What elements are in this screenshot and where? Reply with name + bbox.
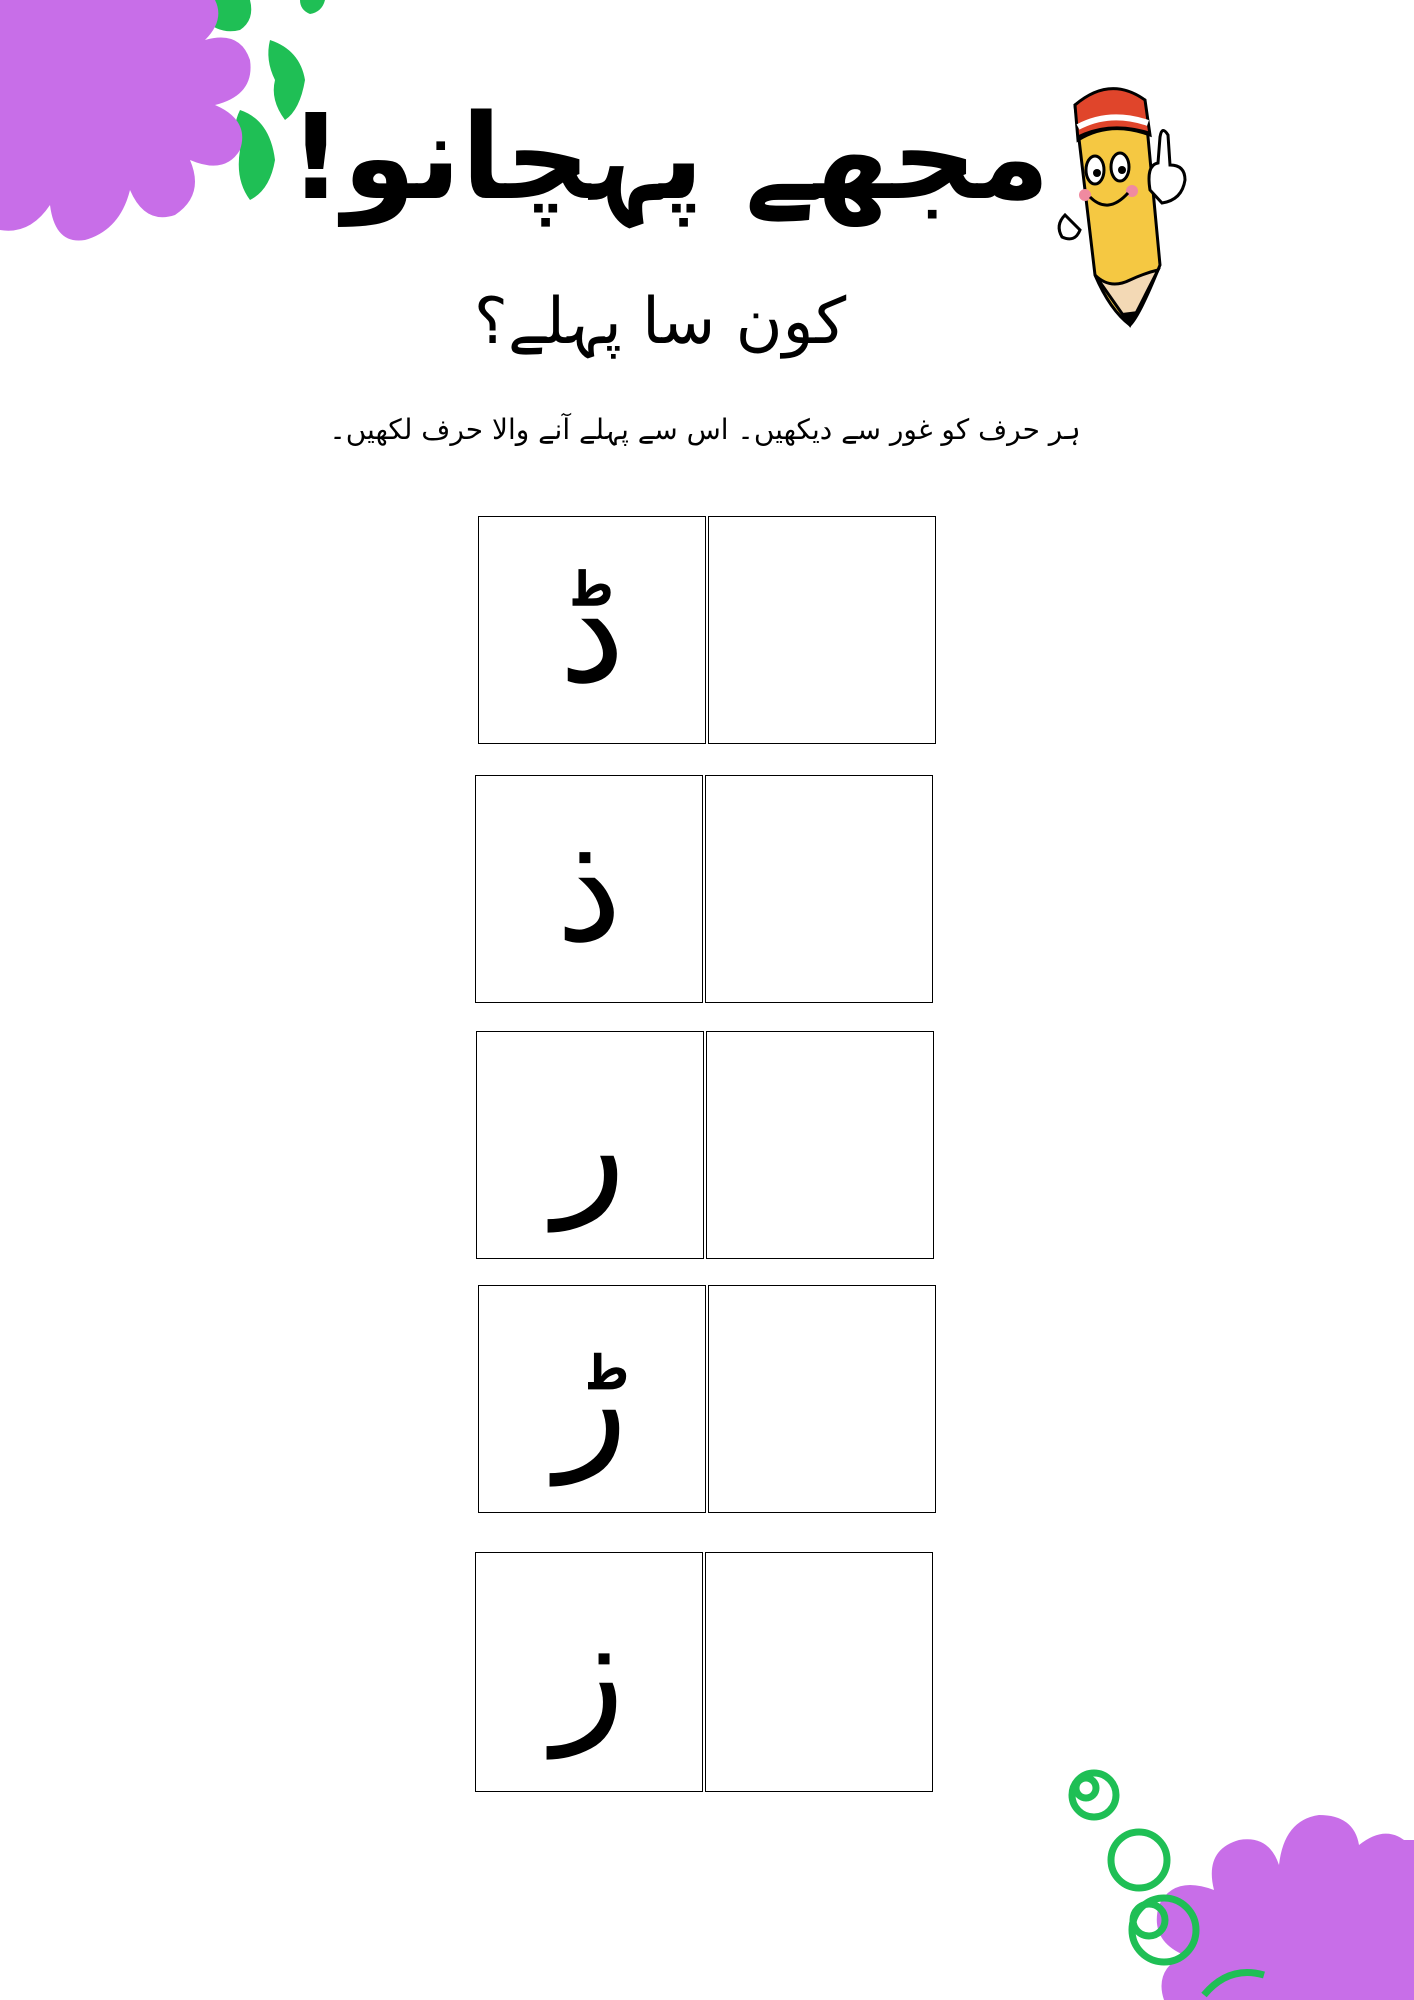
letter-glyph: ڑ: [555, 1312, 629, 1486]
worksheet-subtitle: کون سا پہلے؟: [473, 285, 847, 359]
answer-box[interactable]: [706, 1031, 934, 1259]
worksheet-title: مجھے پہچانو!: [288, 88, 1050, 226]
letter-glyph: ز: [552, 1585, 626, 1759]
letter-glyph: ذ: [555, 802, 623, 976]
letter-box: [476, 1031, 704, 1259]
pencil-mascot-icon: [1050, 75, 1200, 330]
letter-row: [478, 516, 936, 744]
answer-box[interactable]: [705, 775, 933, 1003]
letter-glyph: ڈ: [558, 543, 626, 717]
letter-row: [475, 1552, 933, 1792]
flower-bubbles-icon: [1054, 1730, 1414, 2000]
letter-box: [475, 1552, 703, 1792]
letter-row: [478, 1285, 936, 1513]
letter-box: [475, 775, 703, 1003]
answer-box[interactable]: [705, 1552, 933, 1792]
letter-glyph: ر: [553, 1058, 627, 1232]
letter-row: [476, 1031, 934, 1259]
letter-box: [478, 516, 706, 744]
answer-box[interactable]: [708, 516, 936, 744]
worksheet-instructions: ہر حرف کو غور سے دیکھیں۔ اس سے پہلے آنے والا حرف لکھیں۔: [329, 413, 1081, 446]
answer-box[interactable]: [708, 1285, 936, 1513]
letter-box: [478, 1285, 706, 1513]
flower-splash-icon: [0, 0, 330, 260]
letter-row: [475, 775, 933, 1003]
